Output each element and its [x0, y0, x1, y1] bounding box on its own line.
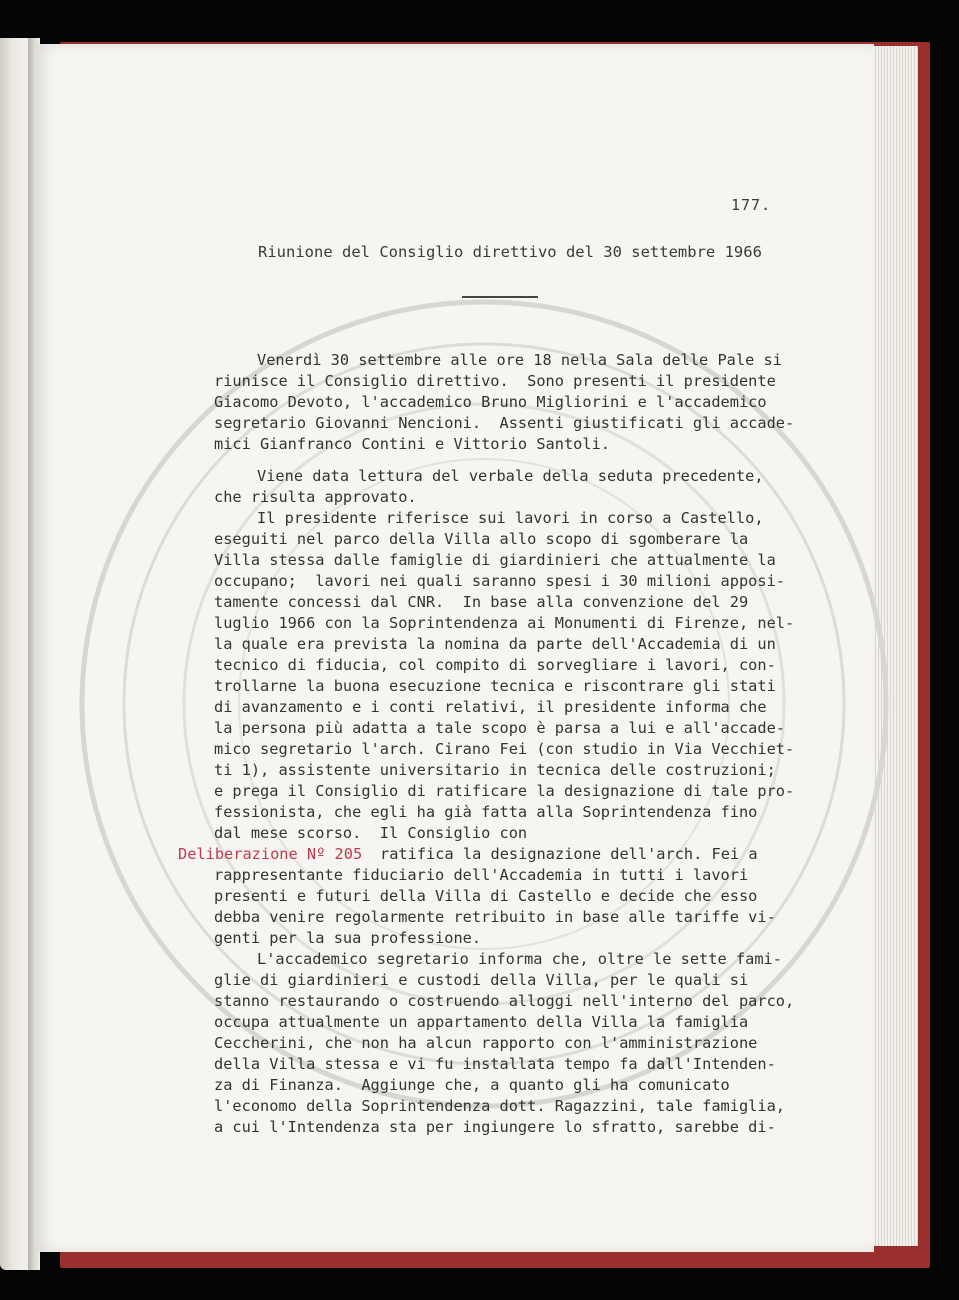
text-line: a cui l'Intendenza sta per ingiungere lo sfratto, sarebbe di-: [214, 1118, 776, 1136]
text-line: segretario Giovanni Nencioni. Assenti giustificati gli accade-: [214, 414, 795, 432]
text-line: e prega il Consiglio di ratificare la designazione di tale pro-: [214, 782, 795, 800]
page-number: 177.: [731, 196, 772, 214]
text-line: glie di giardinieri e custodi della Villa, per le quali si: [214, 971, 749, 989]
text-line: Ceccherini, che non ha alcun rapporto con l'amministrazione: [214, 1034, 758, 1052]
text-line: che risulta approvato.: [214, 488, 417, 506]
text-line: dal mese scorso. Il Consiglio con: [214, 824, 528, 842]
text-line: occupa attualmente un appartamento della Villa la famiglia: [214, 1013, 749, 1031]
text-line: riunisce il Consiglio direttivo. Sono presenti il presidente: [214, 372, 776, 390]
text-line: stanno restaurando o costruendo alloggi nell'interno del parco,: [214, 992, 795, 1010]
text-line: trollarne la buona esecuzione tecnica e riscontrare gli stati: [214, 677, 776, 695]
text-line: ti 1), assistente universitario in tecnica delle costruzioni;: [214, 761, 776, 779]
text-line: L'accademico segretario informa che, oltre le sette fami-: [257, 950, 782, 968]
book: [0, 38, 930, 1270]
text-line: tecnico di fiducia, col compito di sorvegliare i lavori, con-: [214, 656, 776, 674]
page-edges: [870, 46, 918, 1246]
text-line: presenti e futuri della Villa di Castello e decide che esso: [214, 887, 758, 905]
title-underline: [462, 296, 538, 298]
text-line: la quale era prevista la nomina da parte dell'Accademia di un: [214, 635, 776, 653]
text-line: rappresentante fiduciario dell'Accademia in tutti i lavori: [214, 866, 749, 884]
text-line: fessionista, che egli ha già fatta alla Soprintendenza fino: [214, 803, 758, 821]
text-line: mici Gianfranco Contini e Vittorio Santoli.: [214, 435, 611, 453]
text-line: Giacomo Devoto, l'accademico Bruno Migliorini e l'accademico: [214, 393, 767, 411]
body-text: [178, 350, 795, 1138]
text-line: tamente concessi dal CNR. In base alla convenzione del 29: [214, 593, 749, 611]
text-line: za di Finanza. Aggiunge che, a quanto gli ha comunicato: [214, 1076, 730, 1094]
margin-annotation: Deliberazione Nº 205: [178, 845, 363, 863]
document-title: Riunione del Consiglio direttivo del 30 settembre 1966: [258, 243, 762, 261]
text-line: di avanzamento e i conti relativi, il presidente informa che: [214, 698, 767, 716]
text-line: Venerdì 30 settembre alle ore 18 nella Sala delle Pale si: [257, 351, 782, 369]
text-line: Viene data lettura del verbale della seduta precedente,: [257, 467, 764, 485]
text-line: debba venire regolarmente retribuito in base alle tariffe vi-: [214, 908, 776, 926]
text-line: genti per la sua professione.: [214, 929, 482, 947]
text-line: Il presidente riferisce sui lavori in corso a Castello,: [257, 509, 764, 527]
text-line: mico segretario l'arch. Cirano Fei (con studio in Via Vecchiet-: [214, 740, 795, 758]
text-line: occupano; lavori nei quali saranno spesi i 30 milioni apposi-: [214, 572, 785, 590]
text-line: eseguiti nel parco della Villa allo scopo di sgomberare la: [214, 530, 749, 548]
text-line: luglio 1966 con la Soprintendenza ai Monumenti di Firenze, nel-: [214, 614, 795, 632]
text-line: Villa stessa dalle famiglie di giardinieri che attualmente la: [214, 551, 776, 569]
text-line: la persona più adatta a tale scopo è parsa a lui e all'accade-: [214, 719, 785, 737]
text-line: della Villa stessa e vi fu installata tempo fa dall'Intenden-: [214, 1055, 776, 1073]
text-line: Deliberazione Nº 205 ratifica la designazione dell'arch. Fei a: [178, 845, 758, 863]
text-line: l'economo della Soprintendenza dott. Ragazzini, tale famiglia,: [214, 1097, 785, 1115]
left-page-edge: [0, 38, 30, 1270]
